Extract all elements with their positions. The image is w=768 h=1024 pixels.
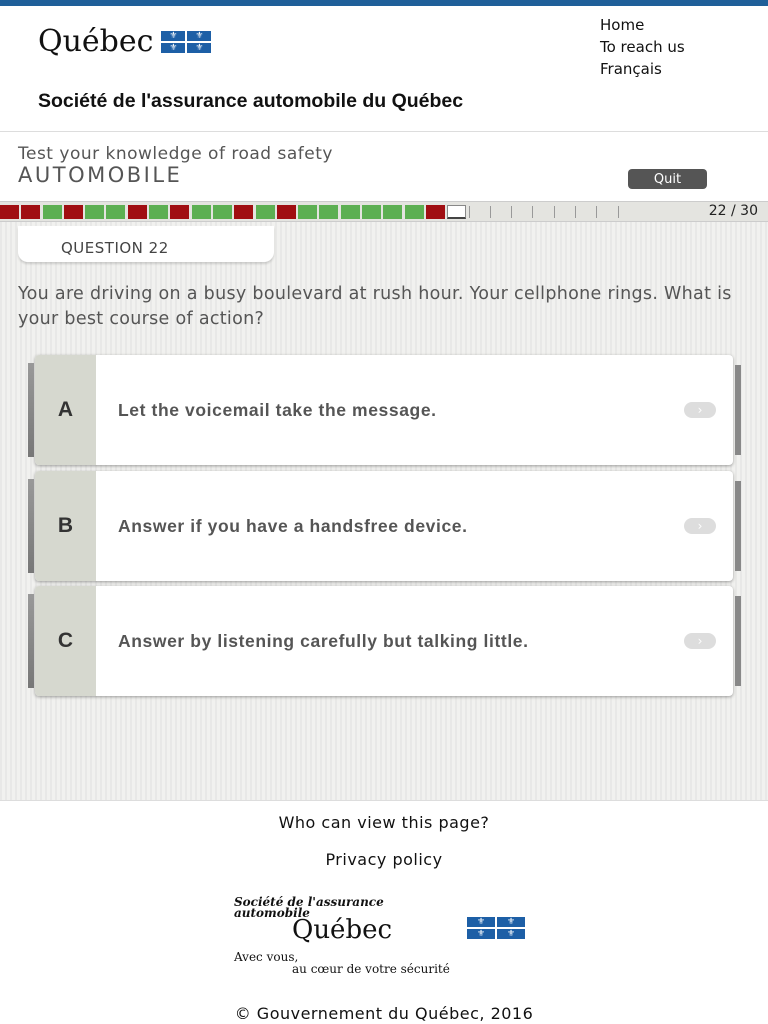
progress-segment-28: [575, 206, 576, 218]
progress-segment-18: [362, 205, 381, 219]
top-nav: [600, 14, 685, 80]
nav-language-link[interactable]: Français: [600, 60, 662, 78]
progress-segment-20: [405, 205, 424, 219]
progress-segment-30: [618, 206, 619, 218]
progress-segment-11: [213, 205, 232, 219]
progress-segment-10: [192, 205, 211, 219]
progress-segment-19: [383, 205, 402, 219]
progress-segment-7: [128, 205, 147, 219]
who-can-view-link[interactable]: Who can view this page?: [278, 813, 490, 832]
question-number: QUESTION 22: [61, 239, 169, 257]
chevron-right-icon: ›: [684, 633, 716, 649]
progress-segment-5: [85, 205, 104, 219]
progress-count: 22 / 30: [708, 203, 758, 219]
progress-segment-24: [490, 206, 491, 218]
progress-segment-2: [21, 205, 40, 219]
answer-option-a[interactable]: [35, 355, 733, 465]
progress-segment-1: [0, 205, 19, 219]
saaq-tagline-2: au cœur de votre sécurité: [292, 962, 450, 976]
test-subtitle: Test your knowledge of road safety: [18, 144, 333, 164]
test-header: [0, 131, 768, 201]
quebec-logo-word: Québec: [38, 24, 154, 59]
saaq-logo: [234, 897, 544, 977]
saaq-tagline-1: Avec vous,: [234, 950, 299, 964]
test-title: AUTOMOBILE: [18, 163, 183, 187]
progress-segment-29: [596, 206, 597, 218]
copyright: © Gouvernement du Québec, 2016: [234, 1004, 534, 1023]
chevron-right-icon: ›: [684, 518, 716, 534]
progress-segment-3: [43, 205, 62, 219]
question-tab: [18, 226, 274, 262]
progress-segment-21: [426, 205, 445, 219]
progress-bar: [0, 201, 768, 222]
saaq-logo-word: Québec: [292, 915, 393, 945]
progress-segment-6: [106, 205, 125, 219]
privacy-policy-link[interactable]: Privacy policy: [325, 850, 443, 869]
progress-segment-12: [234, 205, 253, 219]
progress-segment-15: [298, 205, 317, 219]
nav-contact-link[interactable]: To reach us: [600, 38, 685, 56]
chevron-right-icon: ›: [684, 402, 716, 418]
progress-segments: [0, 205, 639, 219]
answer-letter: A: [35, 355, 96, 465]
answer-letter: C: [35, 586, 96, 696]
quebec-logo[interactable]: [38, 24, 211, 59]
progress-segment-9: [170, 205, 189, 219]
quebec-flag-icon: ⚜ ⚜ ⚜ ⚜: [161, 31, 211, 53]
saaq-logo-name: Société de l'assurance automobile: [234, 895, 384, 920]
progress-segment-8: [149, 205, 168, 219]
progress-segment-13: [256, 205, 275, 219]
org-title: Société de l'assurance automobile du Québec: [38, 90, 464, 112]
nav-home-link[interactable]: Home: [600, 16, 645, 34]
answer-text: Let the voicemail take the message.: [118, 399, 437, 420]
progress-segment-23: [469, 206, 470, 218]
question-area: [0, 222, 768, 800]
progress-segment-22: [447, 205, 466, 219]
progress-segment-25: [511, 206, 512, 218]
quit-button[interactable]: Quit: [628, 169, 707, 189]
progress-segment-4: [64, 205, 83, 219]
progress-segment-16: [319, 205, 338, 219]
answer-text: Answer by listening carefully but talking little.: [118, 630, 529, 651]
question-text: You are driving on a busy boulevard at rush hour. Your cellphone rings. What is your best course of action?: [18, 284, 732, 329]
progress-segment-14: [277, 205, 296, 219]
progress-segment-27: [554, 206, 555, 218]
answer-option-c[interactable]: [35, 586, 733, 696]
site-footer: [0, 800, 768, 1024]
progress-segment-26: [532, 206, 533, 218]
answer-letter: B: [35, 471, 96, 581]
progress-segment-17: [341, 205, 360, 219]
quebec-flag-icon: ⚜ ⚜ ⚜ ⚜: [467, 917, 525, 939]
answer-text: Answer if you have a handsfree device.: [118, 515, 468, 536]
site-header: [0, 6, 768, 130]
answer-option-b[interactable]: [35, 471, 733, 581]
